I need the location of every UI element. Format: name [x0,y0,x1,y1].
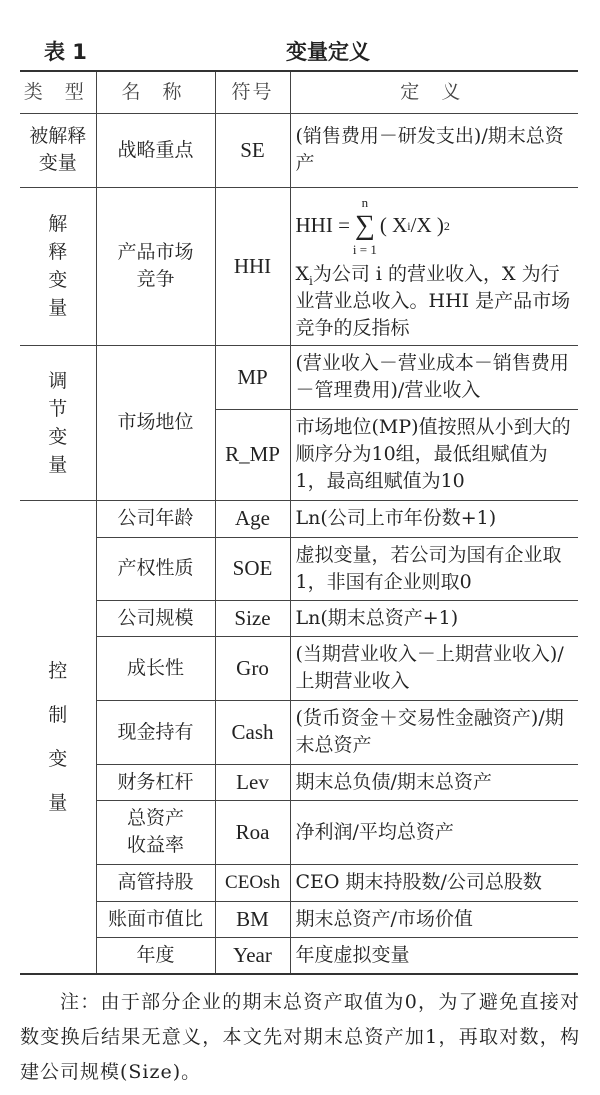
var-definition: 虚拟变量，若公司为国有企业取1，非国有企业则取0 [290,537,578,600]
table-row [20,600,578,636]
table-row [20,113,578,187]
type-control: 控 制 变 量 [20,500,96,974]
var-definition: Ln(公司上市年份数+1) [290,500,578,537]
var-symbol: Roa [215,800,290,864]
table-number: 表 1 [44,40,87,64]
table-row [20,700,578,764]
var-definition: (营业收入－营业成本－销售费用－管理费用)/营业收入 [290,345,578,409]
table-row [20,500,578,537]
table-row [20,937,578,974]
var-name: 财务杠杆 [96,764,215,800]
var-symbol: Age [215,500,290,537]
var-name: 高管持股 [96,864,215,901]
var-definition: 市场地位(MP)值按照从小到大的顺序分为10组，最低组赋值为1，最高组赋值为10 [290,409,578,500]
explanation-text: 为公司 i 的营业收入，X 为行业营业总收入。HHI 是产品市场竞争的反指标 [295,262,571,339]
var-symbol: SE [215,113,290,187]
formula-body-rest: /X ) [410,213,444,237]
var-name: 年度 [96,937,215,974]
table-row [20,537,578,600]
table-row [20,800,578,864]
table-row [20,901,578,937]
header-symbol: 符号 [215,71,290,113]
var-definition: (销售费用－研发支出)/期末总资产 [290,113,578,187]
var-symbol: CEOsh [215,864,290,901]
type-moderating: 调 节 变 量 [20,345,96,500]
table-title: 变量定义 [286,40,370,64]
var-name: 总资产 收益率 [96,800,215,864]
table-caption [0,30,600,70]
hhi-explanation [296,261,574,342]
table-row [20,864,578,901]
sum-upper: n [361,194,369,210]
sum-lower: i = 1 [352,241,377,257]
var-definition: (当期营业收入－上期营业收入)/上期营业收入 [290,636,578,700]
var-definition: 净利润/平均总资产 [290,800,578,864]
var-definition [290,187,578,345]
var-name: 产品市场 竞争 [96,187,215,345]
summation [353,195,377,257]
type-dependent: 被解释 变量 [20,113,96,187]
table-note: 注：由于部分企业的期末总资产取值为0，为了避免直接对数变换后结果无意义，本文先对期末总资产加1，再取对数，构建公司规模(Size)。 [20,991,580,1083]
header-type: 类 型 [20,71,96,113]
var-definition: 期末总资产/市场价值 [290,901,578,937]
var-name: 市场地位 [96,345,215,500]
header-definition: 定 义 [290,71,578,113]
var-symbol: R_MP [215,409,290,500]
var-name: 成长性 [96,636,215,700]
table-row [20,345,578,409]
variable-definition-table [20,70,578,975]
var-symbol: HHI [215,187,290,345]
formula-lhs: HHI = [295,213,350,237]
var-definition: 期末总负债/期末总资产 [290,764,578,800]
table-row [20,636,578,700]
table-row [20,764,578,800]
var-symbol: MP [215,345,290,409]
var-name: 现金持有 [96,700,215,764]
var-symbol: Gro [215,636,290,700]
table-row [20,187,578,345]
x-symbol: X [295,262,310,285]
var-symbol: BM [215,901,290,937]
var-definition: Ln(期末总资产+1) [290,600,578,636]
formula-body: ( X [379,213,408,237]
hhi-formula: HHI = n ∑ i = 1 ( X i /X ) 2 [295,194,450,257]
var-symbol: SOE [215,537,290,600]
var-definition: (货币资金＋交易性金融资产)/期末总资产 [290,700,578,764]
sum-sign: ∑ [354,209,375,241]
var-name: 产权性质 [96,537,215,600]
type-explanatory: 解 释 变 量 [20,187,96,345]
header-name: 名 称 [96,71,215,113]
var-symbol: Year [215,937,290,974]
header-row [20,71,578,113]
var-name: 公司规模 [96,600,215,636]
var-name: 账面市值比 [96,901,215,937]
var-definition: 年度虚拟变量 [290,937,578,974]
var-symbol: Cash [215,700,290,764]
x-sub: i [309,273,313,288]
var-name: 公司年龄 [96,500,215,537]
var-symbol: Lev [215,764,290,800]
var-name: 战略重点 [96,113,215,187]
var-definition: CEO 期末持股数/公司总股数 [290,864,578,901]
var-symbol: Size [215,600,290,636]
